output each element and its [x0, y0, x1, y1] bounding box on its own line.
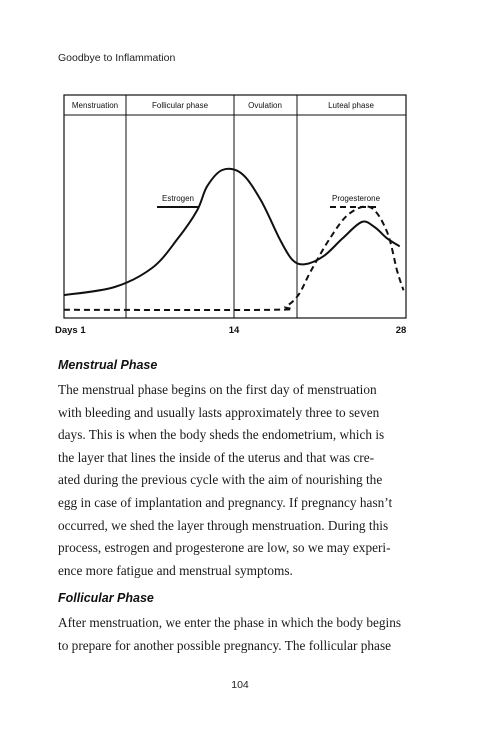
x-tick-label: 28 [395, 325, 407, 336]
text-line: to prepare for another possible pregnancy. The follicular phase [58, 637, 392, 653]
text-line: the layer that lines the inside of the uterus and that was cre- [58, 449, 375, 465]
series-line-progesterone [64, 206, 404, 310]
text-line: with bleeding and usually lasts approximately three to seven [58, 404, 380, 420]
text-line: ated during the previous cycle with the aim of nourishing the [58, 472, 383, 488]
x-tick-label: Days 1 [55, 325, 86, 336]
chart-frame [64, 95, 406, 318]
running-head: Goodbye to Inflammation [58, 52, 176, 64]
phase-label: Follicular phase [151, 101, 209, 110]
body-paragraph-follicular [58, 612, 410, 657]
text-line: After menstruation, we enter the phase in which the body begins [58, 615, 402, 630]
x-tick-label: 14 [228, 325, 240, 336]
section-heading-menstrual: Menstrual Phase [58, 358, 158, 372]
phase-label: Luteal phase [328, 101, 374, 110]
text-line: process, estrogen and progesterone are low, so we may experi- [58, 540, 391, 556]
text-line: ence more fatigue and menstrual symptoms. [58, 562, 293, 578]
text-line: occurred, we shed the layer through menstruation. During this [58, 517, 389, 533]
page-number: 104 [231, 679, 249, 691]
body-paragraph-menstrual [58, 379, 410, 582]
legend-label-progesterone: Progesterone [331, 194, 381, 203]
legend-label-estrogen: Estrogen [161, 194, 195, 203]
text-line: The menstrual phase begins on the first day of menstruation [58, 382, 377, 397]
phase-label: Menstruation [71, 101, 119, 110]
text-line: egg in case of implantation and pregnancy. If pregnancy hasn’t [58, 494, 393, 510]
phase-label: Ovulation [248, 101, 282, 110]
section-heading-follicular: Follicular Phase [58, 591, 154, 605]
text-line: days. This is when the body sheds the endometrium, which is [58, 427, 385, 443]
series-line-estrogen [64, 169, 400, 295]
